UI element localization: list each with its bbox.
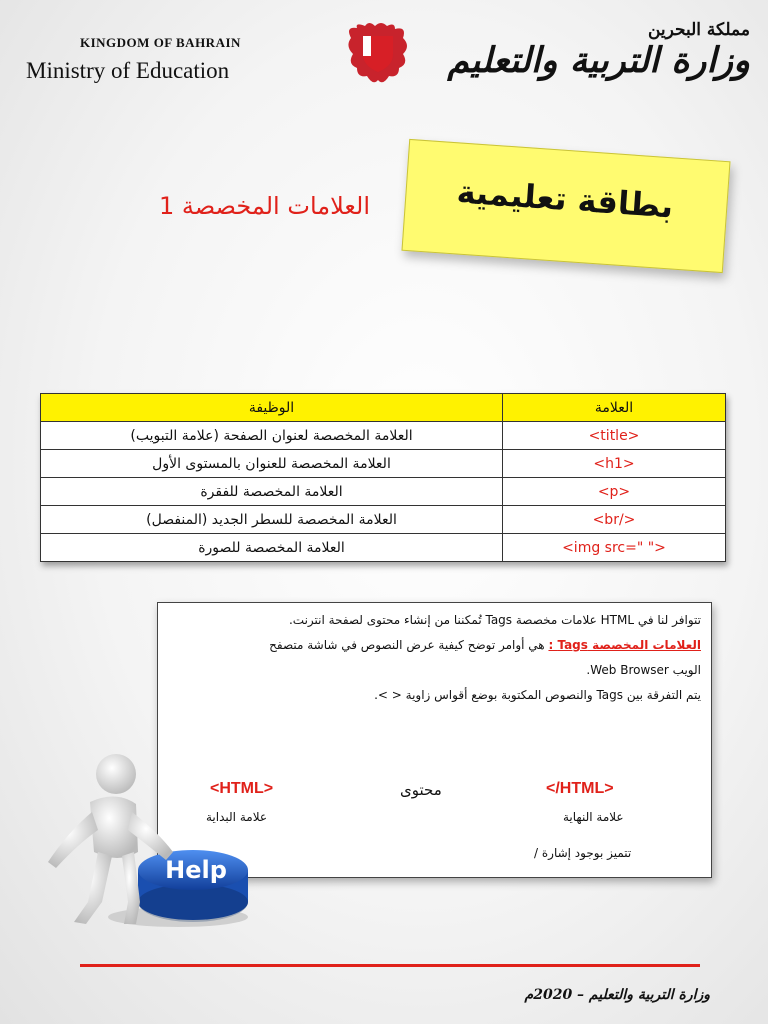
desc-cell: العلامة المخصصة للصورة bbox=[41, 534, 503, 562]
table-row bbox=[41, 450, 726, 478]
desc-cell: العلامة المخصصة للعنوان بالمستوى الأول bbox=[41, 450, 503, 478]
table-row bbox=[41, 534, 726, 562]
table-row bbox=[41, 422, 726, 450]
tag-cell: <p> bbox=[503, 478, 726, 506]
lesson-title: العلامات المخصصة 1 bbox=[158, 192, 370, 220]
bahrain-emblem-icon bbox=[343, 20, 413, 90]
info-line-1: تتوافر لنا في HTML علامات مخصصة Tags تُمكننا من إنشاء محتوى لصفحة انترنت. bbox=[288, 613, 701, 627]
end-tag-label: علامة النهاية bbox=[563, 810, 624, 824]
ministry-name-en: Ministry of Education bbox=[26, 58, 230, 83]
tags-definition-text: هي أوامر توضح كيفية عرض النصوص في شاشة متصفح bbox=[269, 638, 549, 652]
table-row bbox=[41, 506, 726, 534]
help-button-label: Help bbox=[165, 856, 227, 884]
column-header-tag: العلامة bbox=[503, 394, 726, 422]
tag-cell: <br/> bbox=[503, 506, 726, 534]
closing-html-tag: </HTML> bbox=[546, 780, 614, 797]
opening-html-tag: <HTML> bbox=[210, 780, 274, 797]
info-line-2 bbox=[166, 638, 701, 652]
table-header-row bbox=[41, 394, 726, 422]
kingdom-name-ar: مملكة البحرين bbox=[647, 20, 750, 40]
tags-definition-label: العلامات المخصصة Tags : bbox=[548, 638, 701, 652]
info-line-4: يتم التفرقة بين Tags والنصوص المكتوبة بوضع أقواس زاوية < >. bbox=[374, 688, 701, 702]
content-word: محتوى bbox=[400, 781, 442, 799]
column-header-function: الوظيفة bbox=[41, 394, 503, 422]
footer-divider bbox=[80, 964, 700, 967]
kingdom-name-en: KINGDOM OF BAHRAIN bbox=[80, 35, 241, 50]
tags-table bbox=[40, 393, 726, 562]
tag-cell: <title> bbox=[503, 422, 726, 450]
slash-note: تتميز بوجود إشارة / bbox=[534, 846, 632, 860]
info-line-3: الويب Web Browser. bbox=[586, 663, 701, 677]
table-row bbox=[41, 478, 726, 506]
start-tag-label: علامة البداية bbox=[206, 810, 268, 824]
ministry-name-ar: وزارة التربية والتعليم bbox=[447, 40, 750, 81]
card-title: بطاقة تعليمية bbox=[455, 172, 675, 226]
desc-cell: العلامة المخصصة لعنوان الصفحة (علامة التبويب) bbox=[41, 422, 503, 450]
desc-cell: العلامة المخصصة للفقرة bbox=[41, 478, 503, 506]
help-figure-icon bbox=[28, 752, 253, 932]
desc-cell: العلامة المخصصة للسطر الجديد (المنفصل) bbox=[41, 506, 503, 534]
tag-cell: <h1> bbox=[503, 450, 726, 478]
footer-text: وزارة التربية والتعليم – 2020م bbox=[524, 987, 710, 1003]
tag-cell: <img src=" "> bbox=[503, 534, 726, 562]
